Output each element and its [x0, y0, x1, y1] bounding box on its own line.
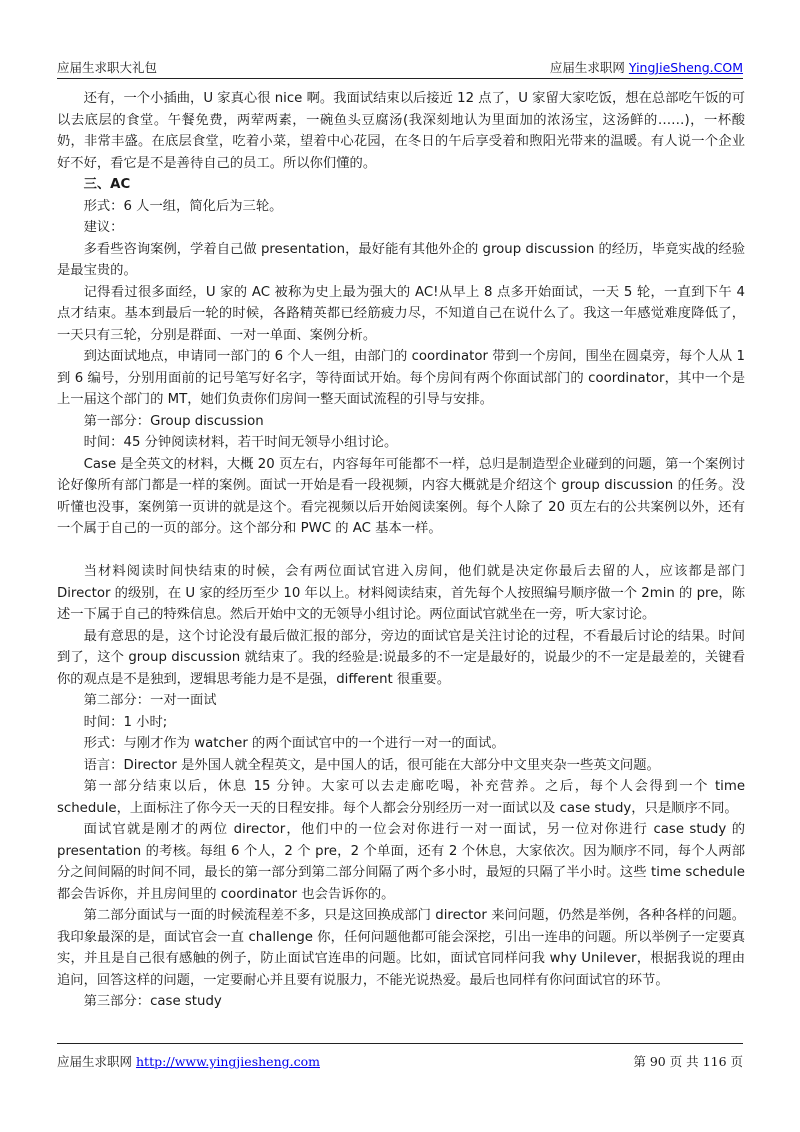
- paragraph: 记得看过很多面经，U 家的 AC 被称为史上最为强大的 AC!从早上 8 点多开始面试，一天 5 轮，一直到下午 4 点才结束。基本到最后一轮的时候，各路精英都已经筋疲力尽，不知道自己在说什么了。我这一年感觉难度降低了，一天只有三轮，分别是群面、一对一单面、案例分析。: [57, 284, 745, 343]
- paragraph: 到达面试地点，申请同一部门的 6 个人一组，由部门的 coordinator 带到一个房间，围坐在圆桌旁，每个人从 1 到 6 编号，分别用面前的记号笔写好名字，等待面试开始。每个房间有两个你面试部门的 coordinator，其中一个是上一届这个部门的 MT，她们负责你们房间一整天面试流程的引导与安排。: [57, 349, 745, 407]
- header-site: [550, 58, 743, 76]
- section-heading-ac: 三、AC: [83, 177, 131, 192]
- paragraph: 第一部分结束以后，休息 15 分钟。大家可以去走廊吃喝，补充营养。之后，每个人会得到一个 time schedule，上面标注了你今天一天的日程安排。每个人都会分别经历一对一面试以及 case study，只是顺序不同。: [57, 779, 745, 816]
- paragraph: 面试官就是刚才的两位 director，他们中的一位会对你进行一对一面试，另一位对你进行 case study 的 presentation 的考核。每组 6 个人，2 个 pre，2 个单面，还有 2 个休息，大家依次。因为顺序不同，每个人两部分之间间隔的时间不同，最长的第一部分到第二部分间隔了两个多小时，最短的只隔了半小时。这些 time schedule 都会告诉你，并且房间里的 coordinator 也会告诉你的。: [57, 822, 745, 902]
- subheading: 第一部分：Group discussion: [83, 413, 264, 429]
- footer-site: [57, 1052, 320, 1070]
- paragraph: 当材料阅读时间快结束的时候，会有两位面试官进入房间，他们就是决定你最后去留的人，应该都是部门 Director 的级别，在 U 家的经历至少 10 年以上。材料阅读结束，首先每个人按照编号顺序做一个 2min 的 pre，陈述一下属于自己的特殊信息。然后开始中文的无领导小组讨论。两位面试官就坐在一旁，听大家讨论。: [57, 564, 745, 622]
- subheading: 第二部分：一对一面试: [83, 693, 217, 708]
- paragraph: 形式：6 人一组，简化后为三轮。: [83, 198, 283, 214]
- paragraph: 第二部分面试与一面的时候流程差不多，只是这回换成部门 director 来问问题，仍然是举例，各种各样的问题。我印象最深的是，面试官会一直 challenge 你，任何问题他都可能会深挖，引出一连串的问题。所以举例子一定要真实，并且是自己很有感触的例子，防止面试官连串的问题。比如，面试官同样问我 why Unilever，根据我说的理由追问，回答这样的问题，一定要耐心并且要有说服力，不能光说热爱。最后也同样有你问面试官的环节。: [57, 908, 745, 988]
- paragraph: 时间：45 分钟阅读材料，若干时间无领导小组讨论。: [83, 435, 398, 450]
- paragraph: 形式：与刚才作为 watcher 的两个面试官中的一个进行一对一的面试。: [83, 736, 505, 751]
- header-site-link[interactable]: YingJieSheng.COM: [628, 60, 743, 75]
- paragraph: 多看些咨询案例，学着自己做 presentation，最好能有其他外企的 group discussion 的经历，毕竟实战的经验是最宝贵的。: [57, 241, 745, 278]
- page-footer: [57, 1043, 743, 1074]
- paragraph: 语言：Director 是外国人就全程英文，是中国人的话，很可能在大部分中文里夹杂一些英文问题。: [83, 757, 660, 773]
- body-text: [57, 88, 745, 1013]
- page-header: [57, 52, 743, 79]
- paragraph: 还有，一个小插曲，U 家真心很 nice 啊。我面试结束以后接近 12 点了，U 家留大家吃饭，想在总部吃午饭的可以去底层的食堂。午餐免费，两荤两素，一碗鱼头豆腐汤(我深刻地认为里面加的浓汤宝，这汤鲜的……)，一杯酸奶，非常丰盛。在底层食堂，吃着小菜，望着中心花园，在冬日的午后享受着和煦阳光带来的温暖。有人说一个企业好不好，看它是不是善待自己的员工。所以你们懂的。: [57, 91, 745, 171]
- paragraph: 最有意思的是，这个讨论没有最后做汇报的部分，旁边的面试官是关注讨论的过程，不看最后讨论的结果。时间到了，这个 group discussion 就结束了。我的经验是:说最多的不一定是最好的，说最少的不一定是最差的，关键看你的观点是不是独到，逻辑思考能力是不是强，different 很重要。: [57, 628, 745, 687]
- subheading: 第三部分：case study: [83, 994, 222, 1009]
- header-site-name: 应届生求职网: [549, 60, 625, 75]
- header-title: 应届生求职大礼包: [57, 60, 158, 75]
- paragraph: Case 是全英文的材料，大概 20 页左右，内容每年可能都不一样，总归是制造型企业碰到的问题，第一个案例讨论好像所有部门都是一样的案例。面试一开始是看一段视频，内容大概就是介绍这个 group discussion 的任务。没听懂也没事，案例第一页讲的就是这个。看完视频以后开始阅读案例。每个人除了 20 页左右的公共案例以外，还有一个属于自己的一页的部分。这个部分和 PWC 的 AC 基本一样。: [57, 456, 745, 536]
- paragraph: 时间：1 小时;: [83, 714, 168, 730]
- paragraph: 建议：: [83, 220, 124, 235]
- footer-site-link[interactable]: http://www.yingjiesheng.com: [136, 1054, 320, 1069]
- footer-site-name: 应届生求职网: [57, 1054, 133, 1069]
- page-number: 第 90 页 共 116 页: [633, 1054, 743, 1069]
